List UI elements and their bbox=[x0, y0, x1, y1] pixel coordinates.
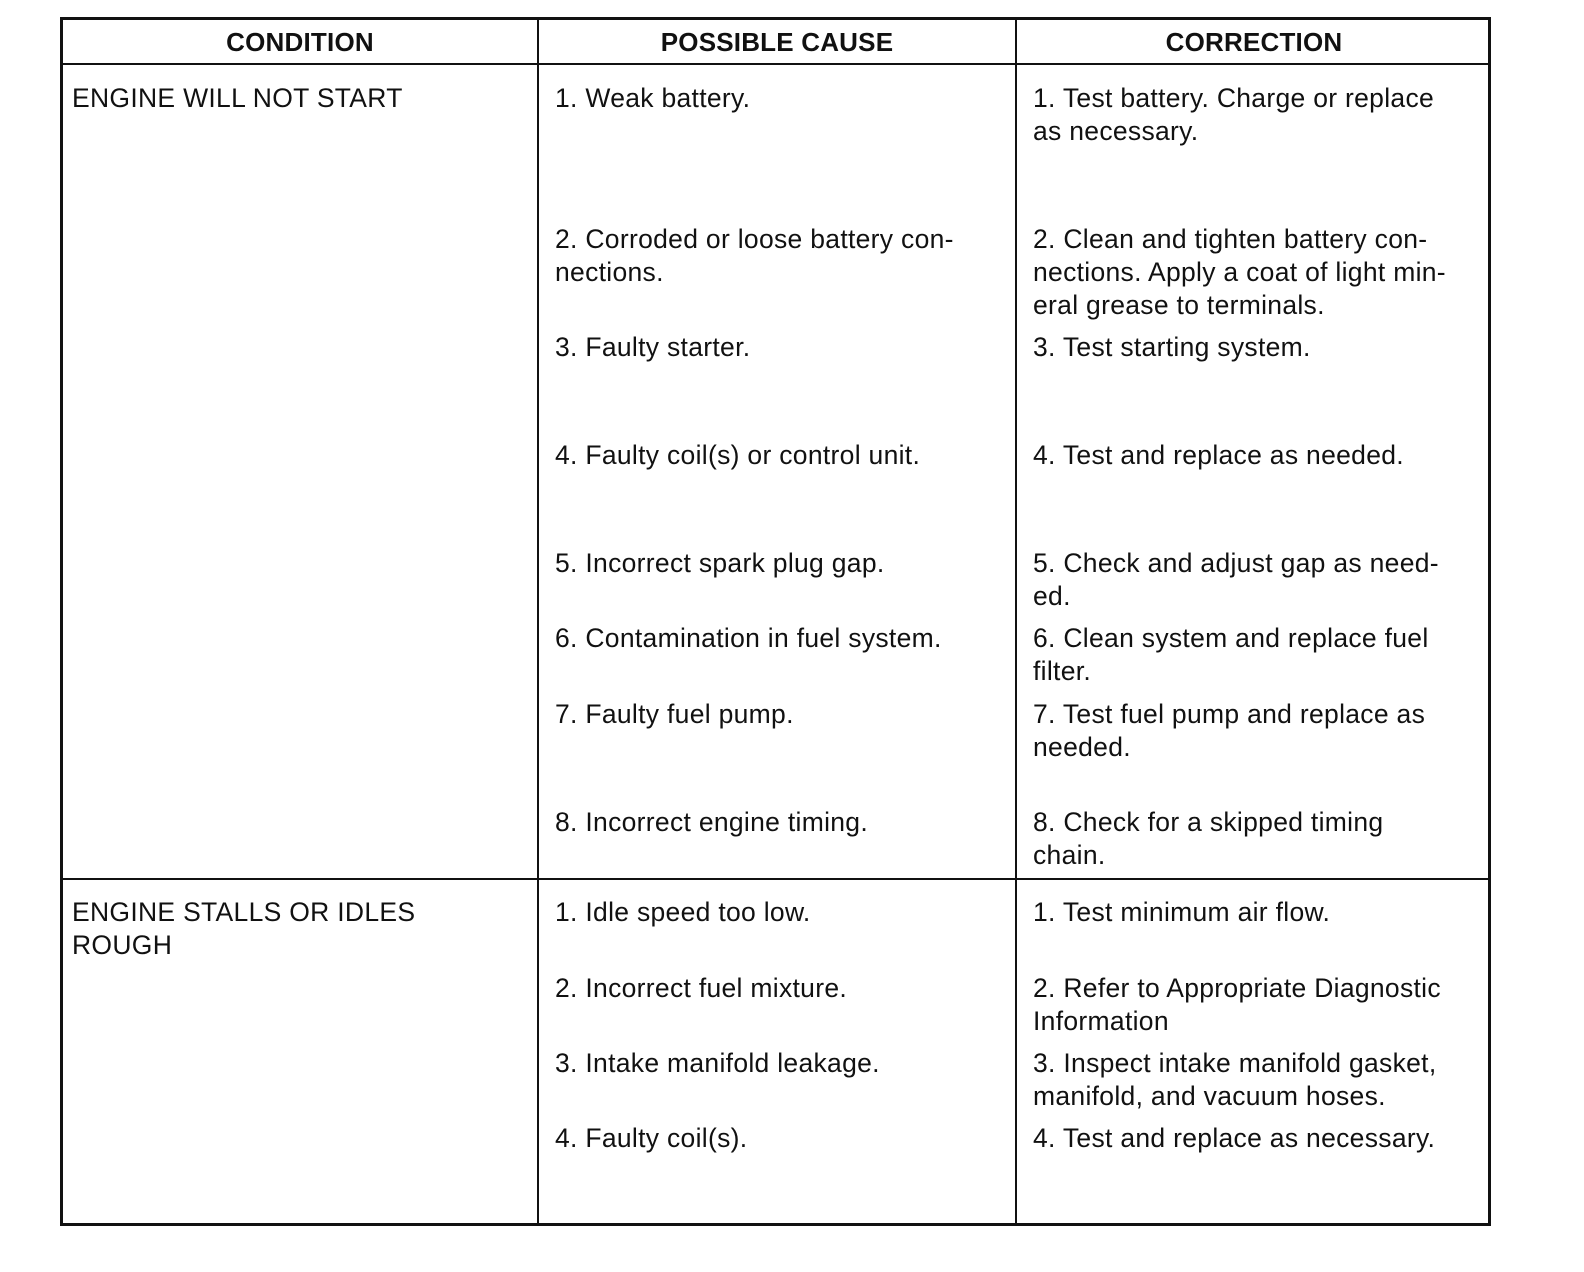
troubleshooting-table bbox=[60, 17, 1491, 1226]
cause-cell: 8. Incorrect engine timing. bbox=[555, 807, 869, 837]
group-divider bbox=[63, 878, 1488, 880]
cause-cell: 4. Faulty coil(s). bbox=[555, 1123, 748, 1153]
cause-cell: 7. Faulty fuel pump. bbox=[555, 699, 794, 729]
correction-cell: 1. Test minimum air flow. bbox=[1033, 897, 1331, 927]
correction-cell: 3. Inspect intake manifold gasket, manifold, and vacuum hoses. bbox=[1033, 1048, 1437, 1111]
cause-cell: 3. Intake manifold leakage. bbox=[555, 1048, 880, 1078]
cause-cell: 2. Corroded or loose battery con- nections. bbox=[555, 224, 954, 287]
condition-engine-will-not-start: ENGINE WILL NOT START bbox=[72, 83, 403, 113]
header-correction: CORRECTION bbox=[1165, 26, 1343, 57]
correction-cell: 2. Refer to Appropriate Diagnostic Information bbox=[1033, 973, 1441, 1036]
correction-cell: 3. Test starting system. bbox=[1033, 332, 1311, 362]
cause-cell: 1. Weak battery. bbox=[555, 83, 751, 113]
correction-cell: 1. Test battery. Charge or replace as necessary. bbox=[1033, 83, 1435, 146]
column-divider bbox=[1015, 20, 1017, 1223]
column-divider bbox=[537, 20, 539, 1223]
header-condition: CONDITION bbox=[226, 26, 374, 57]
correction-cell: 4. Test and replace as necessary. bbox=[1033, 1123, 1436, 1153]
correction-cell: 7. Test fuel pump and replace as needed. bbox=[1033, 699, 1426, 762]
cause-cell: 2. Incorrect fuel mixture. bbox=[555, 973, 848, 1003]
cause-cell: 3. Faulty starter. bbox=[555, 332, 751, 362]
cause-cell: 4. Faulty coil(s) or control unit. bbox=[555, 440, 921, 470]
cause-cell: 5. Incorrect spark plug gap. bbox=[555, 548, 885, 578]
correction-cell: 8. Check for a skipped timing chain. bbox=[1033, 807, 1384, 870]
correction-cell: 4. Test and replace as needed. bbox=[1033, 440, 1404, 470]
correction-cell: 6. Clean system and replace fuel filter. bbox=[1033, 623, 1429, 686]
correction-cell: 2. Clean and tighten battery con- nections. Apply a coat of light min- eral grease to terminals. bbox=[1033, 224, 1446, 320]
cause-cell: 1. Idle speed too low. bbox=[555, 897, 811, 927]
header-possible-cause: POSSIBLE CAUSE bbox=[660, 26, 894, 57]
cause-cell: 6. Contamination in fuel system. bbox=[555, 623, 942, 653]
correction-cell: 5. Check and adjust gap as need- ed. bbox=[1033, 548, 1439, 611]
condition-engine-stalls-or-idles-rough: ENGINE STALLS OR IDLES ROUGH bbox=[72, 897, 416, 960]
